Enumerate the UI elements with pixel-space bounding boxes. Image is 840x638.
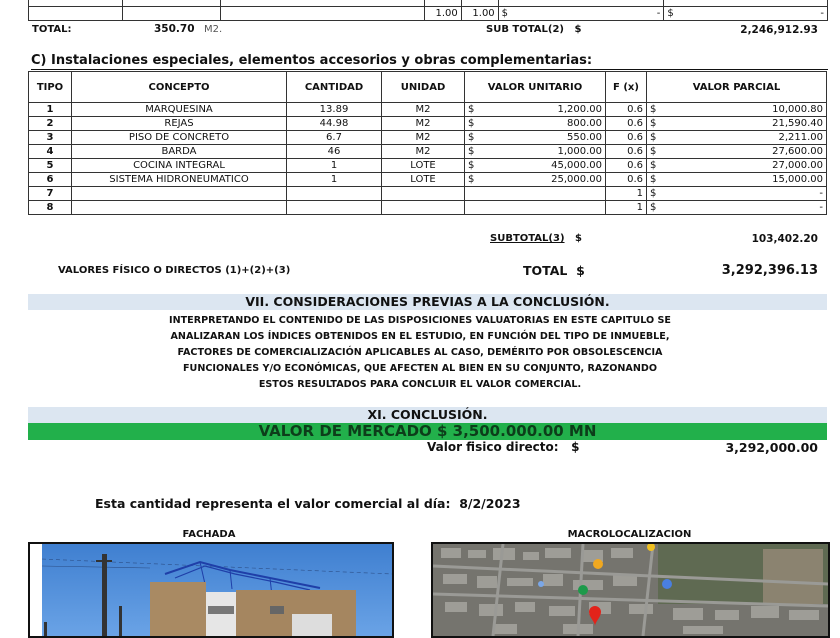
cell-valor-unitario: $ 45,000.00 (465, 159, 606, 173)
table-row (29, 187, 827, 201)
cell-valor-unitario: $ 1,200.00 (465, 103, 606, 117)
market-value: VALOR DE MERCADO $ 3,500.000.00 MN (258, 422, 597, 440)
cell-unidad: M2 (382, 131, 465, 145)
valuation-date: 8/2/2023 (459, 496, 521, 511)
map-label: MACROLOCALIZACION (567, 529, 692, 540)
factor-1: 1.00 (424, 7, 461, 21)
cell-fx: 0.6 (606, 103, 647, 117)
table-row (29, 201, 827, 215)
cell-tipo: 1 (29, 103, 72, 117)
physical-direct-label: Valor fisico directo: $ (427, 440, 580, 454)
facade-label: FACHADA (182, 529, 236, 540)
cell-valor-parcial: $ 15,000.00 (647, 173, 827, 187)
paragraph-line: FUNCIONALES Y/O ECONÓMICAS, QUE AFECTEN AL BIEN EN SU CONJUNTO, RAZONANDO (182, 363, 657, 374)
cell-unidad: M2 (382, 117, 465, 131)
cell-concepto: MARQUESINA (72, 103, 287, 117)
cell-cantidad: 46 (287, 145, 382, 159)
cell-fx: 0.6 (606, 145, 647, 159)
map-marker-icon (578, 585, 588, 595)
cell-concepto (72, 187, 287, 201)
cell-tipo: 3 (29, 131, 72, 145)
table-row (29, 159, 827, 173)
value-2-cell: $ - (664, 7, 828, 21)
section-xi-title: XI. CONCLUSIÓN. (367, 407, 488, 422)
commercial-value-statement: Esta cantidad representa el valor comercial al día: 8/2/2023 (95, 496, 521, 511)
cell-cantidad: 1 (287, 159, 382, 173)
cell-valor-unitario (465, 201, 606, 215)
subtotal-3-label: SUBTOTAL(3) $ (490, 233, 582, 244)
table-row (29, 7, 828, 21)
header-concepto: CONCEPTO (72, 72, 287, 103)
table-row (29, 145, 827, 159)
cell-valor-parcial: $ 10,000.80 (647, 103, 827, 117)
cell-valor-parcial: $ - (647, 187, 827, 201)
cell-valor-parcial: $ 27,000.00 (647, 159, 827, 173)
table-row (29, 117, 827, 131)
total-area: 350.70 (154, 23, 195, 35)
cell-valor-unitario (465, 187, 606, 201)
facade-photo (28, 542, 394, 638)
cell-concepto (72, 201, 287, 215)
cell-cantidad: 6.7 (287, 131, 382, 145)
table-row (29, 173, 827, 187)
header-fx: F (x) (606, 72, 647, 103)
header-unidad: UNIDAD (382, 72, 465, 103)
table-row (29, 103, 827, 117)
cell-valor-unitario: $ 800.00 (465, 117, 606, 131)
cell-unidad: M2 (382, 145, 465, 159)
header-valor-unitario: VALOR UNITARIO (465, 72, 606, 103)
grand-total-value: 3,292,396.13 (721, 263, 818, 278)
cell-valor-parcial: $ 21,590.40 (647, 117, 827, 131)
cell-tipo: 7 (29, 187, 72, 201)
cell-valor-unitario: $ 25,000.00 (465, 173, 606, 187)
cell-cantidad: 1 (287, 173, 382, 187)
table-header-row (29, 72, 827, 103)
paragraph-line: ANALIZARAN LOS ÍNDICES OBTENIDOS EN EL ESTUDIO, EN FUNCIÓN DEL TIPO DE INMUEBLE, (170, 331, 670, 342)
cell-valor-parcial: $ - (647, 201, 827, 215)
header-valor-parcial: VALOR PARCIAL (647, 72, 827, 103)
cell-concepto: SISTEMA HIDRONEUMATICO (72, 173, 287, 187)
paragraph-line: INTERPRETANDO EL CONTENIDO DE LAS DISPOSICIONES VALUATORIAS EN ESTE CAPITULO SE (169, 315, 671, 326)
total-label: TOTAL: (32, 24, 72, 35)
physical-values-label: VALORES FÍSICO O DIRECTOS (1)+(2)+(3) (58, 265, 291, 276)
cell-valor-parcial: $ 2,211.00 (647, 131, 827, 145)
cell-tipo: 2 (29, 117, 72, 131)
cell-tipo: 6 (29, 173, 72, 187)
facade-building-image (30, 544, 392, 636)
cell-concepto: PISO DE CONCRETO (72, 131, 287, 145)
cell-unidad: LOTE (382, 159, 465, 173)
paragraph-line: FACTORES DE COMERCIALIZACIÓN APLICABLES AL CASO, DEMÉRITO POR OBSOLESCENCIA (177, 347, 663, 358)
header-cantidad: CANTIDAD (287, 72, 382, 103)
value-1-cell: $ - (498, 7, 664, 21)
section-vii-paragraph (100, 313, 740, 393)
cell-concepto: COCINA INTEGRAL (72, 159, 287, 173)
cell-tipo: 8 (29, 201, 72, 215)
section-vii-title: VII. CONSIDERACIONES PREVIAS A LA CONCLUSIÓN. (245, 294, 610, 309)
subtotal-2-label: SUB TOTAL(2) $ (486, 24, 582, 35)
cell-cantidad: 44.98 (287, 117, 382, 131)
cell-cantidad (287, 187, 382, 201)
cell-unidad (382, 187, 465, 201)
cell-fx: 0.6 (606, 117, 647, 131)
cell-unidad: LOTE (382, 173, 465, 187)
grand-total-label: TOTAL $ (523, 263, 585, 278)
map-marker-icon (662, 579, 672, 589)
cell-valor-unitario: $ 1,000.00 (465, 145, 606, 159)
subtotal-2-value: 2,246,912.93 (740, 24, 818, 36)
total-unit: M2. (204, 24, 223, 35)
physical-direct-value: 3,292,000.00 (725, 440, 818, 455)
cell-tipo: 4 (29, 145, 72, 159)
cell-fx: 1 (606, 201, 647, 215)
cell-fx: 0.6 (606, 131, 647, 145)
factor-2: 1.00 (461, 7, 498, 21)
cell-fx: 0.6 (606, 159, 647, 173)
cell-tipo: 5 (29, 159, 72, 173)
special-installations-table (28, 71, 827, 215)
cell-fx: 1 (606, 187, 647, 201)
cell-fx: 0.6 (606, 173, 647, 187)
map-marker-icon (593, 559, 603, 569)
cell-concepto: REJAS (72, 117, 287, 131)
cell-concepto: BARDA (72, 145, 287, 159)
previous-construction-table (28, 0, 828, 21)
cell-unidad: M2 (382, 103, 465, 117)
cell-valor-parcial: $ 27,600.00 (647, 145, 827, 159)
map-marker-icon (538, 581, 544, 587)
section-c-title: C) Instalaciones especiales, elementos accesorios y obras complementarias: (31, 53, 828, 70)
cell-cantidad: 13.89 (287, 103, 382, 117)
macrolocation-map (431, 542, 830, 638)
subtotal-3-value: 103,402.20 (751, 233, 818, 245)
cell-cantidad (287, 201, 382, 215)
cell-valor-unitario: $ 550.00 (465, 131, 606, 145)
cell-unidad (382, 201, 465, 215)
paragraph-line: ESTOS RESULTADOS PARA CONCLUIR EL VALOR COMERCIAL. (258, 379, 582, 390)
table-row (29, 131, 827, 145)
satellite-map-image (433, 544, 828, 636)
header-tipo: TIPO (29, 72, 72, 103)
